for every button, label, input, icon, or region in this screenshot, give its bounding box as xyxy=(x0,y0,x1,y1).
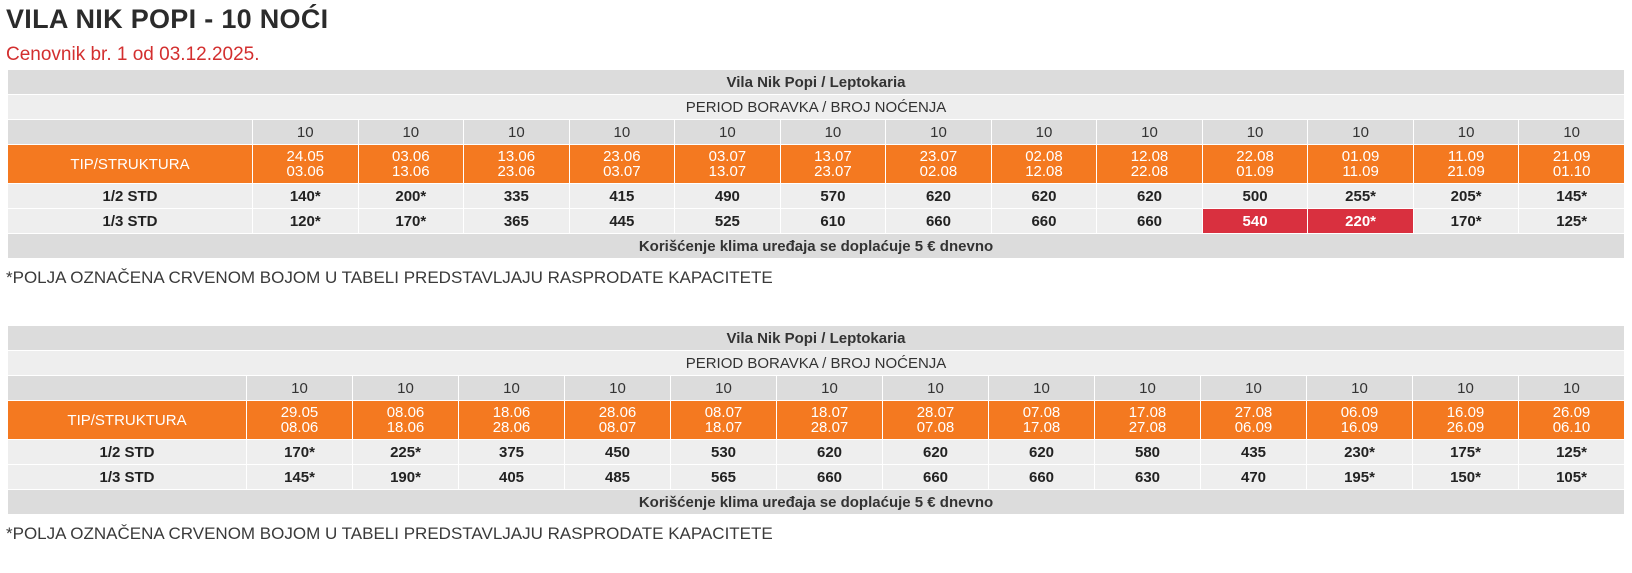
type-structure-header: TIP/STRUKTURA xyxy=(8,145,253,184)
price-cell: 660 xyxy=(777,465,883,490)
sold-out-footnote-2: *POLJA OZNAČENA CRVENOM BOJOM U TABELI PREDSTAVLJAJU RASPRODATE KAPACITETE xyxy=(6,524,773,543)
nights-cell: 10 xyxy=(1095,376,1201,401)
date-range-cell xyxy=(569,145,675,184)
date-to: 03.06 xyxy=(286,163,325,180)
price-cell: 570 xyxy=(780,184,886,209)
table-heading: Vila Nik Popi / Leptokaria xyxy=(8,70,1625,95)
period-label: PERIOD BORAVKA / BROJ NOĆENJA xyxy=(8,95,1625,120)
price-cell-sold-out: 540 xyxy=(1202,209,1308,234)
date-to: 13.06 xyxy=(392,163,430,180)
price-cell: 485 xyxy=(565,465,671,490)
price-cell: 620 xyxy=(1097,184,1203,209)
date-range-cell xyxy=(1413,145,1519,184)
date-from: 02.08 xyxy=(1025,148,1063,165)
date-from: 01.09 xyxy=(1341,148,1380,165)
date-to: 01.09 xyxy=(1236,163,1274,180)
nights-cell: 10 xyxy=(358,120,464,145)
price-cell: 435 xyxy=(1201,440,1307,465)
room-type-label: 1/2 STD xyxy=(8,440,247,465)
dates-row xyxy=(8,401,1625,440)
air-conditioning-note: Korišćenje klima uređaja se doplaćuje 5 € dnevno xyxy=(8,234,1625,259)
price-cell: 450 xyxy=(565,440,671,465)
date-range-cell xyxy=(1307,401,1413,440)
nights-cell: 10 xyxy=(253,120,359,145)
date-range-cell xyxy=(565,401,671,440)
date-to: 07.08 xyxy=(916,419,955,436)
price-table-1 xyxy=(7,69,1625,259)
date-to: 26.09 xyxy=(1446,419,1485,436)
date-from: 12.08 xyxy=(1130,148,1169,165)
price-cell: 105* xyxy=(1519,465,1625,490)
nights-cell: 10 xyxy=(671,376,777,401)
price-cell: 500 xyxy=(1202,184,1308,209)
nights-cell: 10 xyxy=(989,376,1095,401)
date-range-cell xyxy=(1202,145,1308,184)
price-cell: 170* xyxy=(358,209,464,234)
price-cell: 145* xyxy=(1519,184,1625,209)
price-cell: 630 xyxy=(1095,465,1201,490)
date-range-cell xyxy=(671,401,777,440)
nights-cell: 10 xyxy=(1413,376,1519,401)
price-cell: 620 xyxy=(883,440,989,465)
note-row xyxy=(8,234,1625,259)
price-cell: 175* xyxy=(1413,440,1519,465)
nights-cell: 10 xyxy=(1413,120,1519,145)
date-to: 02.08 xyxy=(919,163,958,180)
date-from: 28.06 xyxy=(598,404,637,421)
price-cell: 620 xyxy=(777,440,883,465)
date-from: 06.09 xyxy=(1340,404,1379,421)
price-cell: 620 xyxy=(989,440,1095,465)
price-cell: 405 xyxy=(459,465,565,490)
nights-cell: 10 xyxy=(780,120,886,145)
date-range-cell xyxy=(991,145,1097,184)
price-list-subtitle: Cenovnik br. 1 od 03.12.2025. xyxy=(6,44,260,65)
date-from: 18.06 xyxy=(492,404,531,421)
air-conditioning-note: Korišćenje klima uređaja se doplaćuje 5 € dnevno xyxy=(8,490,1625,515)
period-row xyxy=(8,95,1625,120)
date-range-cell xyxy=(989,401,1095,440)
price-cell: 620 xyxy=(886,184,992,209)
date-to: 22.08 xyxy=(1130,163,1169,180)
date-from: 26.09 xyxy=(1552,404,1591,421)
date-from: 22.08 xyxy=(1236,148,1274,165)
nights-cell: 10 xyxy=(569,120,675,145)
date-to: 17.08 xyxy=(1022,419,1061,436)
price-row xyxy=(8,465,1625,490)
price-cell: 205* xyxy=(1413,184,1519,209)
date-range-cell xyxy=(1097,145,1203,184)
date-from: 23.07 xyxy=(919,148,958,165)
nights-cell: 10 xyxy=(1519,120,1625,145)
room-type-label: 1/2 STD xyxy=(8,184,253,209)
nights-cell: 10 xyxy=(247,376,353,401)
price-cell: 335 xyxy=(464,184,570,209)
date-range-cell xyxy=(247,401,353,440)
date-range-cell xyxy=(353,401,459,440)
nights-cell: 10 xyxy=(1201,376,1307,401)
period-label: PERIOD BORAVKA / BROJ NOĆENJA xyxy=(8,351,1625,376)
date-to: 06.09 xyxy=(1234,419,1273,436)
nights-cell: 10 xyxy=(353,376,459,401)
price-row xyxy=(8,209,1625,234)
date-range-cell xyxy=(883,401,989,440)
date-to: 11.09 xyxy=(1342,163,1379,180)
price-row xyxy=(8,440,1625,465)
price-row xyxy=(8,184,1625,209)
nights-cell: 10 xyxy=(1307,376,1413,401)
date-range-cell xyxy=(780,145,886,184)
date-to: 28.07 xyxy=(810,419,849,436)
room-type-label: 1/3 STD xyxy=(8,209,253,234)
date-from: 21.09 xyxy=(1552,148,1591,165)
nights-cell: 10 xyxy=(1308,120,1414,145)
date-from: 08.06 xyxy=(386,404,425,421)
price-cell: 125* xyxy=(1519,209,1625,234)
date-to: 18.06 xyxy=(386,419,425,436)
nights-row xyxy=(8,120,1625,145)
price-cell: 200* xyxy=(358,184,464,209)
nights-cell: 10 xyxy=(883,376,989,401)
price-cell: 145* xyxy=(247,465,353,490)
price-cell: 660 xyxy=(1097,209,1203,234)
price-cell: 195* xyxy=(1307,465,1413,490)
date-to: 28.06 xyxy=(492,419,531,436)
nights-cell: 10 xyxy=(675,120,781,145)
nights-blank-cell xyxy=(8,120,253,145)
price-cell: 660 xyxy=(883,465,989,490)
price-cell: 415 xyxy=(569,184,675,209)
price-cell: 125* xyxy=(1519,440,1625,465)
date-to: 08.07 xyxy=(598,419,637,436)
price-cell: 375 xyxy=(459,440,565,465)
date-to: 01.10 xyxy=(1552,163,1591,180)
date-range-cell xyxy=(886,145,992,184)
nights-row xyxy=(8,376,1625,401)
date-range-cell xyxy=(1201,401,1307,440)
price-cell: 580 xyxy=(1095,440,1201,465)
date-range-cell xyxy=(253,145,359,184)
date-from: 16.09 xyxy=(1446,404,1485,421)
date-to: 16.09 xyxy=(1340,419,1379,436)
nights-cell: 10 xyxy=(459,376,565,401)
nights-cell: 10 xyxy=(991,120,1097,145)
price-cell: 610 xyxy=(780,209,886,234)
date-to: 06.10 xyxy=(1552,419,1591,436)
nights-blank-cell xyxy=(8,376,247,401)
date-range-cell xyxy=(459,401,565,440)
nights-cell: 10 xyxy=(565,376,671,401)
date-range-cell xyxy=(358,145,464,184)
date-range-cell xyxy=(1308,145,1414,184)
dates-row xyxy=(8,145,1625,184)
price-cell: 565 xyxy=(671,465,777,490)
date-from: 27.08 xyxy=(1234,404,1273,421)
date-from: 11.09 xyxy=(1447,148,1485,165)
date-range-cell xyxy=(1519,145,1625,184)
page-title: VILA NIK POPI - 10 NOĆI xyxy=(6,4,329,34)
nights-cell: 10 xyxy=(464,120,570,145)
date-range-cell xyxy=(464,145,570,184)
nights-cell: 10 xyxy=(1202,120,1308,145)
period-row xyxy=(8,351,1625,376)
date-from: 03.06 xyxy=(392,148,430,165)
price-cell: 660 xyxy=(991,209,1097,234)
date-from: 18.07 xyxy=(810,404,849,421)
date-from: 23.06 xyxy=(603,148,641,165)
price-cell: 365 xyxy=(464,209,570,234)
nights-cell: 10 xyxy=(1519,376,1625,401)
date-to: 27.08 xyxy=(1128,419,1167,436)
type-structure-header: TIP/STRUKTURA xyxy=(8,401,247,440)
table-heading-row xyxy=(8,70,1625,95)
date-range-cell xyxy=(1413,401,1519,440)
nights-cell: 10 xyxy=(886,120,992,145)
price-cell: 660 xyxy=(989,465,1095,490)
date-from: 08.07 xyxy=(704,404,743,421)
price-cell: 170* xyxy=(1413,209,1519,234)
date-from: 13.07 xyxy=(814,148,852,165)
date-from: 29.05 xyxy=(280,404,319,421)
table-heading-row xyxy=(8,326,1625,351)
date-from: 24.05 xyxy=(286,148,325,165)
room-type-label: 1/3 STD xyxy=(8,465,247,490)
date-to: 12.08 xyxy=(1025,163,1063,180)
date-to: 23.07 xyxy=(814,163,852,180)
price-cell: 530 xyxy=(671,440,777,465)
date-range-cell xyxy=(675,145,781,184)
price-cell: 230* xyxy=(1307,440,1413,465)
price-cell: 255* xyxy=(1308,184,1414,209)
date-from: 03.07 xyxy=(708,148,747,165)
price-cell: 490 xyxy=(675,184,781,209)
date-to: 13.07 xyxy=(708,163,747,180)
price-cell: 445 xyxy=(569,209,675,234)
date-from: 28.07 xyxy=(916,404,955,421)
date-from: 07.08 xyxy=(1022,404,1061,421)
sold-out-footnote-1: *POLJA OZNAČENA CRVENOM BOJOM U TABELI PREDSTAVLJAJU RASPRODATE KAPACITETE xyxy=(6,268,773,287)
price-cell: 120* xyxy=(253,209,359,234)
price-cell-sold-out: 220* xyxy=(1308,209,1414,234)
price-cell: 170* xyxy=(247,440,353,465)
price-cell: 140* xyxy=(253,184,359,209)
date-range-cell xyxy=(1519,401,1625,440)
price-cell: 660 xyxy=(886,209,992,234)
table-heading: Vila Nik Popi / Leptokaria xyxy=(8,326,1625,351)
date-to: 08.06 xyxy=(280,419,319,436)
price-cell: 225* xyxy=(353,440,459,465)
date-to: 23.06 xyxy=(497,163,536,180)
price-cell: 150* xyxy=(1413,465,1519,490)
date-to: 21.09 xyxy=(1447,163,1485,180)
price-cell: 190* xyxy=(353,465,459,490)
date-from: 13.06 xyxy=(497,148,536,165)
price-cell: 620 xyxy=(991,184,1097,209)
price-table-2 xyxy=(7,325,1625,515)
date-to: 03.07 xyxy=(603,163,641,180)
nights-cell: 10 xyxy=(777,376,883,401)
price-cell: 525 xyxy=(675,209,781,234)
nights-cell: 10 xyxy=(1097,120,1203,145)
price-cell: 470 xyxy=(1201,465,1307,490)
date-range-cell xyxy=(777,401,883,440)
date-range-cell xyxy=(1095,401,1201,440)
date-from: 17.08 xyxy=(1128,404,1167,421)
date-to: 18.07 xyxy=(704,419,743,436)
note-row xyxy=(8,490,1625,515)
